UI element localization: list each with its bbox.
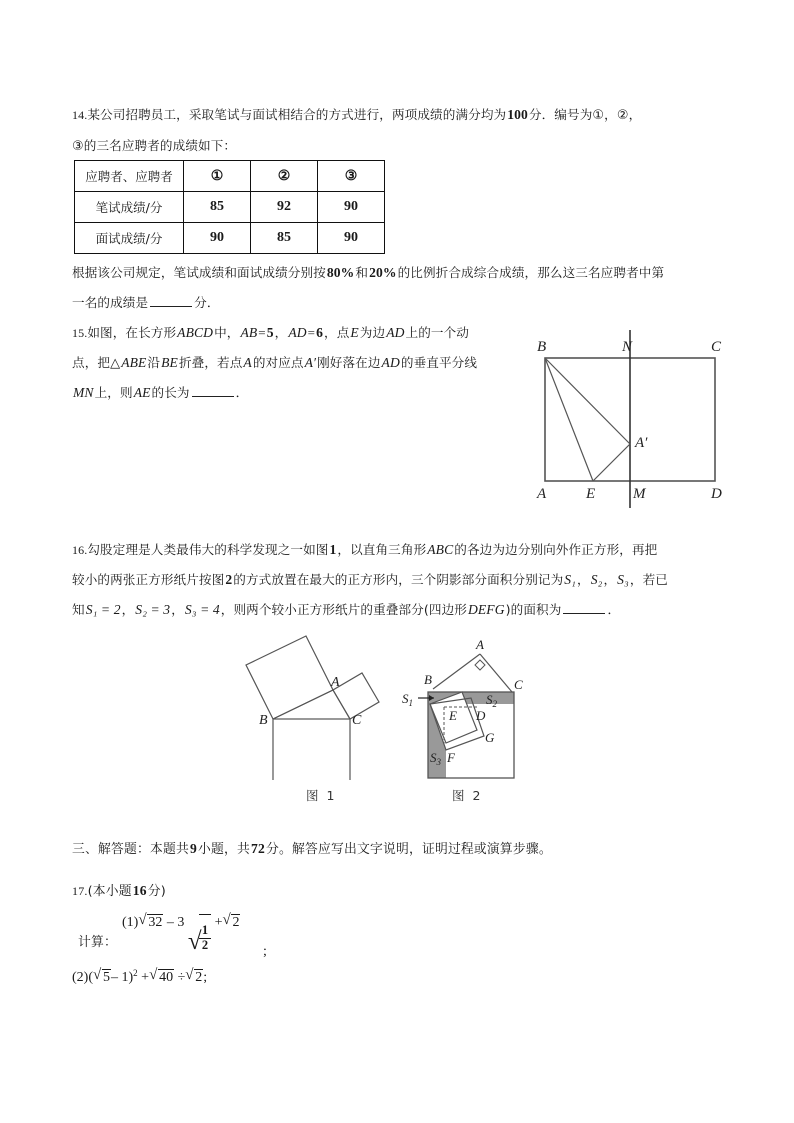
table-header-applicant-3: ③ <box>318 161 385 192</box>
q17-part2-tag: (2) <box>72 970 89 985</box>
q15-m8: A <box>243 355 252 370</box>
q16-t9: )的面积为 <box>505 602 562 617</box>
question-14-followup <box>72 258 740 318</box>
q17-part2-semicolon: ; <box>203 970 208 985</box>
table-header-row <box>75 161 385 192</box>
q15-answer-blank <box>192 383 234 397</box>
q14-line3a: 根据该公司规定，笔试成绩和面试成绩分别按 <box>72 265 326 280</box>
written-score-2: 92 <box>251 192 318 223</box>
question-15-text <box>72 318 522 408</box>
question-14-line2: 的三名应聘者的成绩如下： <box>83 138 237 153</box>
sqrt-2-b: √ 2 <box>185 968 203 986</box>
q15-eq2: = <box>307 325 316 340</box>
svg-text:B: B <box>259 713 268 728</box>
comma-1: ， <box>604 107 617 122</box>
svg-text:A′: A′ <box>635 435 648 451</box>
svg-text:C: C <box>711 339 722 355</box>
q14-percent-20: 20% <box>369 265 397 280</box>
question-17-number: 17. <box>72 884 88 898</box>
fraction-one-half <box>199 924 211 952</box>
fraction-denominator: 2 <box>201 937 209 952</box>
q15-t2: 中， <box>214 325 240 340</box>
q17-head-open: (本小题 <box>87 884 132 899</box>
table-row <box>75 192 385 223</box>
sqrt-5: √ 5 <box>93 968 111 986</box>
q16-t5: 的方式放置在最大的正方形内，三个阴影部分面积分别记为 <box>233 572 564 587</box>
svg-text:A: A <box>537 486 547 502</box>
q16-fig1-ref: 1 <box>329 542 337 557</box>
svg-text:E: E <box>449 708 457 723</box>
q14-percent-80: 80% <box>326 265 355 280</box>
q17-part-1-semicolon: ; <box>263 944 267 959</box>
q15-m5: AD <box>386 325 405 340</box>
circled-2: ② <box>616 108 629 123</box>
svg-text:C: C <box>352 713 362 728</box>
q15-t3: ， <box>274 325 288 340</box>
q15-m4: E <box>350 325 359 340</box>
q16-e2: S₂ = 3 <box>135 602 171 617</box>
q17-head-points: 16 <box>132 883 147 898</box>
sqrt-32: √ 32 <box>138 913 163 931</box>
q17-part-2-expression <box>72 968 207 986</box>
svg-text:C: C <box>514 677 523 692</box>
svg-text:D: D <box>711 486 722 502</box>
figure-2-caption: 图 2 <box>452 788 483 803</box>
interview-score-2: 85 <box>251 223 318 254</box>
q16-t3: 的各边为边分别向外作正方形，再把 <box>454 542 658 557</box>
svg-text:S3: $S_3$ <box>430 750 441 767</box>
question-14-line1: 某公司招聘员工，采取笔试与面试相结合的方式进行，两项成绩的满分均为 <box>87 107 507 122</box>
section-3-text-b: 小题，共 <box>197 842 250 857</box>
q16-t8: ，则两个较小正方形纸片的重叠部分(四边形 <box>220 602 467 617</box>
written-score-3: 90 <box>318 192 385 223</box>
q16-s3-label: S₃ <box>617 572 629 587</box>
question-14-line1b: 分．编号为 <box>528 107 593 122</box>
q17-part-1-expression <box>122 913 240 952</box>
svg-text:B: B <box>424 672 432 687</box>
q16-e1: S₁ = 2 <box>85 602 121 617</box>
interview-score-3: 90 <box>318 223 385 254</box>
q15-t10: 的对应点 <box>252 355 304 370</box>
q17-part2-open-paren: ( <box>88 970 93 985</box>
q15-t14: 的长为 <box>151 385 190 400</box>
q14-line3b: 和 <box>355 265 369 280</box>
q15-n1: 5 <box>266 325 274 340</box>
section-3-text-c: 分。解答应写出文字说明，证明过程或演算步骤。 <box>265 842 552 857</box>
q15-t5: 为边 <box>359 325 386 340</box>
q16-e3: S₃ = 4 <box>184 602 220 617</box>
q15-n2: 6 <box>316 325 323 340</box>
q16-m2: DEFG <box>467 602 505 617</box>
exponent-2: 2 <box>133 968 138 978</box>
circled-3: ③ <box>72 139 84 154</box>
q17-part2-plus: + <box>141 970 150 985</box>
sqrt-40: √ 40 <box>149 968 174 986</box>
table-row <box>75 223 385 254</box>
svg-text:S1: $S_1$ <box>402 691 413 708</box>
q16-t4: 较小的两张正方形纸片按图 <box>72 572 225 587</box>
q15-t1: 如图，在长方形 <box>87 325 177 340</box>
svg-text:S2: $S_2$ <box>486 692 497 709</box>
q15-t13: 上，则 <box>94 385 133 400</box>
question-16-figure-1 <box>205 635 390 780</box>
q16-s1-label: S₁ <box>564 572 577 587</box>
q17-part1-tag: (1) <box>122 915 139 930</box>
question-16-number: 16. <box>72 543 88 557</box>
svg-text:B: B <box>537 339 547 355</box>
section-3-points: 72 <box>250 841 265 856</box>
q15-m7: BE <box>161 355 178 370</box>
circled-1: ① <box>592 108 605 123</box>
svg-text:F: F <box>447 750 455 765</box>
q15-m12: AE <box>133 385 151 400</box>
section-3-text-a: 三、解答题：本题共 <box>72 842 189 857</box>
q14-answer-blank <box>150 293 192 307</box>
svg-text:A: A <box>476 637 484 652</box>
row-label-interview: 面试成绩/分 <box>75 223 184 254</box>
q16-fig2-ref: 2 <box>225 572 233 587</box>
q15-m11: MN <box>73 385 94 400</box>
q14-line3c: 的比例折合成综合成绩，那么这三名应聘者中第 <box>397 265 665 280</box>
question-15-figure <box>515 316 740 516</box>
q15-t4: ，点 <box>324 325 350 340</box>
svg-text:D: D <box>476 708 486 723</box>
question-14-text <box>72 100 732 162</box>
q16-t2: ，以直角三角形 <box>337 542 427 557</box>
q16-sep2: ， <box>603 572 617 587</box>
interview-score-1: 90 <box>184 223 251 254</box>
q16-t1: 勾股定理是人类最伟大的科学发现之一如图 <box>87 542 329 557</box>
svg-text:N: N <box>622 339 633 355</box>
row-label-written: 笔试成绩/分 <box>75 192 184 223</box>
q16-sep4: ， <box>171 602 184 617</box>
q15-t12: 的垂直平分线 <box>400 355 478 370</box>
fraction-numerator: √ 1 <box>199 924 211 939</box>
table-corner-header: 应聘者、应聘者 <box>75 161 184 192</box>
q15-t9: 折叠，若点 <box>178 355 243 370</box>
section-3-question-count: 9 <box>189 841 197 856</box>
q17-part2-minus-one: – 1) <box>111 970 134 985</box>
q15-t6: 上的一个动 <box>405 325 469 340</box>
svg-text:E: E <box>586 486 596 502</box>
q15-m2: AB <box>240 325 258 340</box>
q17-part1-plus: + <box>214 915 223 930</box>
q14-line4a: 一名的成绩是 <box>72 295 149 310</box>
q15-m1: ABCD <box>177 325 214 340</box>
comma-2: ， <box>628 107 642 122</box>
figure-1-caption: 图 1 <box>306 788 337 803</box>
q16-sep3: ， <box>121 602 135 617</box>
question-14-number: 14. <box>72 108 88 122</box>
sqrt-2-a: √ 2 <box>222 913 240 931</box>
q16-t10: ． <box>607 602 621 617</box>
q16-t7: 知 <box>72 602 85 617</box>
q17-part2-divide: ÷ <box>177 970 186 985</box>
question-17-heading <box>72 880 166 899</box>
q15-m9: A′ <box>304 355 317 370</box>
applicant-scores-table <box>74 160 385 254</box>
q15-m6: ABE <box>121 355 147 370</box>
svg-text:M: M <box>633 486 646 502</box>
q16-sep1: ， <box>577 572 590 587</box>
q17-part1-minus: – 3 <box>166 915 185 930</box>
section-3-heading <box>72 838 552 857</box>
question-15-number: 15. <box>72 326 88 340</box>
triangle-symbol: △ <box>110 355 121 370</box>
sqrt-one-half <box>188 914 211 952</box>
table-header-applicant-1: ① <box>184 161 251 192</box>
table-header-applicant-2: ② <box>251 161 318 192</box>
question-16-figure-2 <box>400 632 575 782</box>
q16-m1: ABC <box>427 542 454 557</box>
question-14-full-mark: 100 <box>507 107 528 122</box>
written-score-1: 85 <box>184 192 251 223</box>
q15-t8: 沿 <box>147 355 161 370</box>
q17-head-close: 分) <box>147 884 166 899</box>
svg-text:A: A <box>331 675 340 690</box>
q16-s2-label: S₂ <box>590 572 603 587</box>
q16-answer-blank <box>563 600 605 614</box>
q15-m10: AD <box>381 355 400 370</box>
question-16-text <box>72 535 740 625</box>
q15-m3: AD <box>288 325 307 340</box>
q15-eq1: = <box>258 325 266 340</box>
q14-line4b: 分． <box>194 295 220 310</box>
q15-t15: ． <box>235 385 249 400</box>
q15-t7: 点，把 <box>72 355 111 370</box>
svg-text:G: G <box>485 730 495 745</box>
q17-calc-label: 计算： <box>78 935 117 950</box>
q15-t11: 刚好落在边 <box>317 355 381 370</box>
q16-t6: ，若已 <box>629 572 668 587</box>
